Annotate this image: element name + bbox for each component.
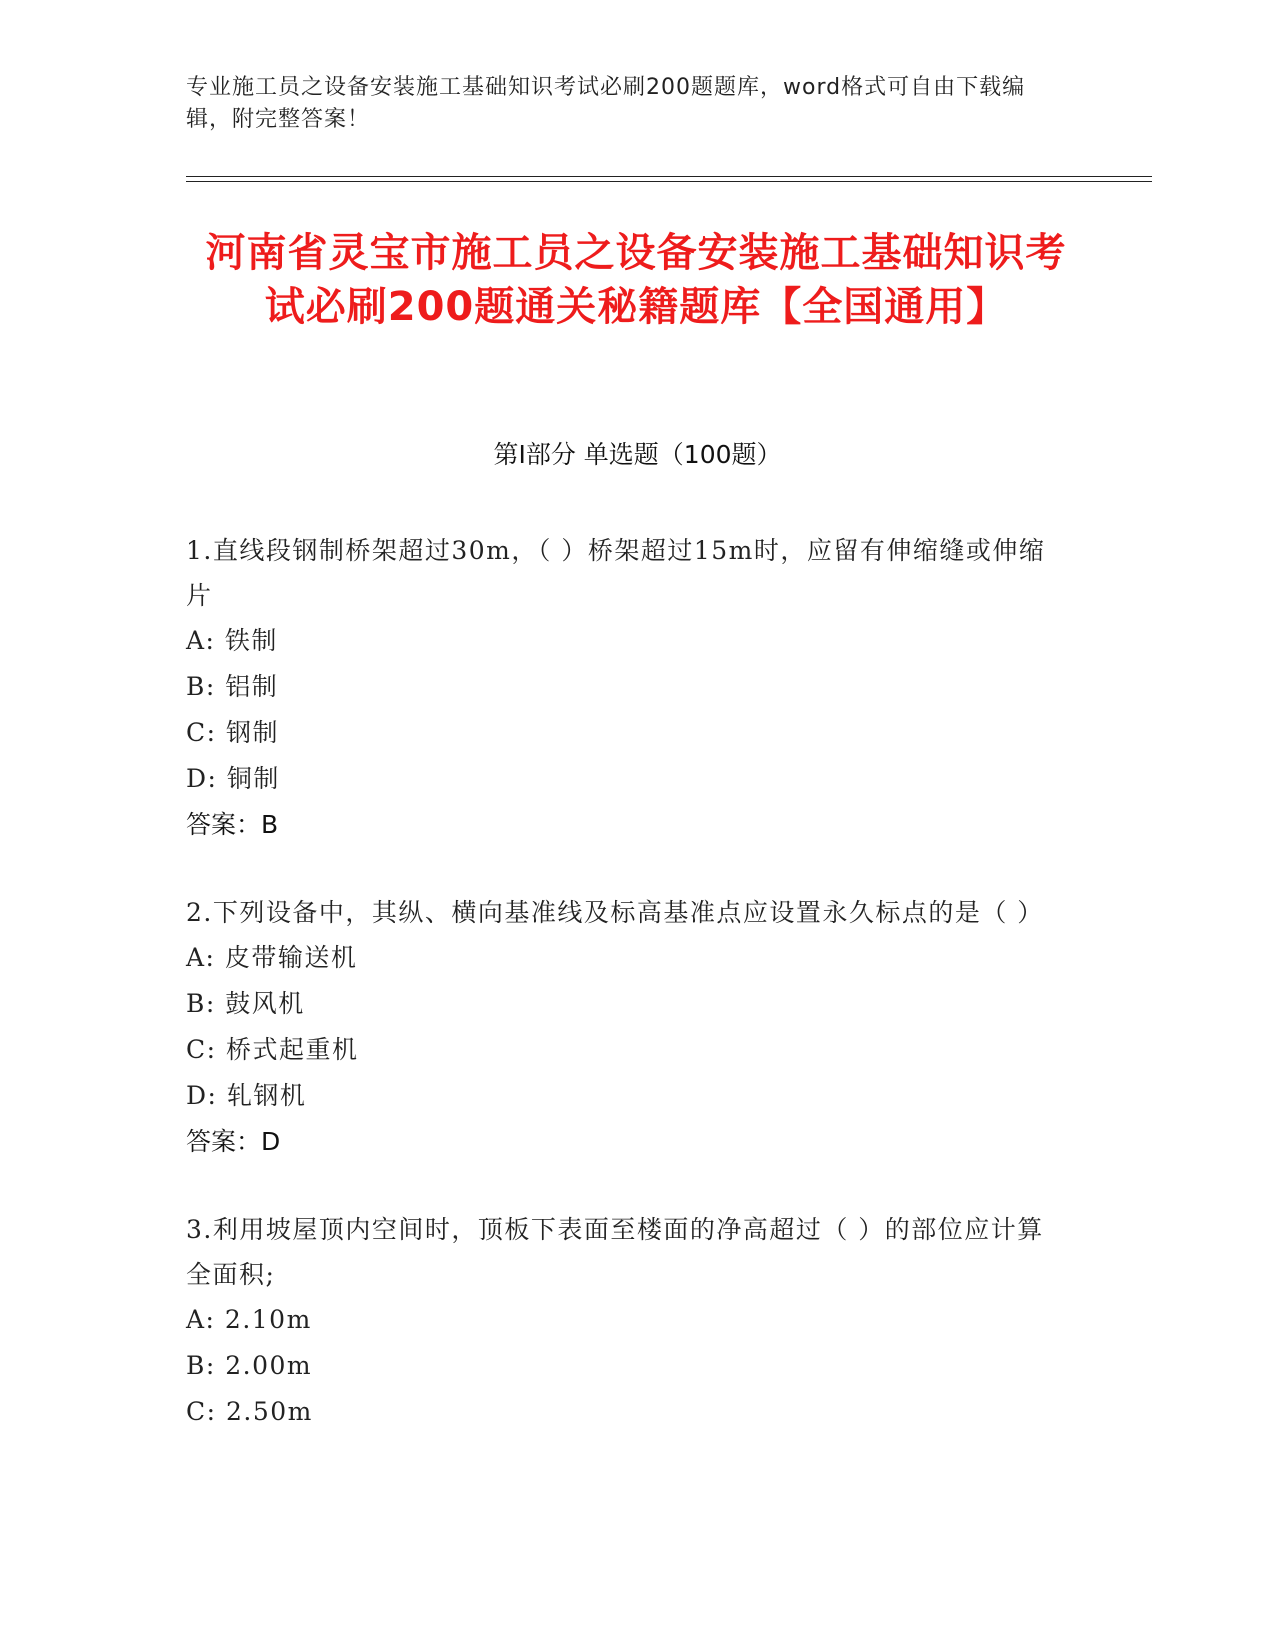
option-a: A: 皮带输送机 <box>186 943 358 972</box>
option-a: A: 铁制 <box>186 626 278 655</box>
question-stem: 3.利用坡屋顶内空间时，顶板下表面至楼面的净高超过（ ）的部位应计算全面积; <box>186 1215 1044 1289</box>
question-stem: 1.直线段钢制桥架超过30m，（ ）桥架超过15m时，应留有伸缩缝或伸缩片 <box>186 536 1046 610</box>
option-c: C: 2.50m <box>186 1397 313 1426</box>
document-title: 河南省灵宝市施工员之设备安装施工基础知识考试必刷200题通关秘籍题库【全国通用】 <box>205 230 1067 330</box>
question-list <box>186 528 1066 1477</box>
option-c: C: 钢制 <box>186 718 279 747</box>
option-d: D: 轧钢机 <box>186 1081 307 1110</box>
question-item <box>186 528 1066 848</box>
question-item <box>186 1207 1066 1435</box>
option-a: A: 2.10m <box>186 1305 312 1334</box>
answer-line: 答案：D <box>186 1127 281 1156</box>
question-stem: 2.下列设备中，其纵、横向基准线及标高基准点应设置永久标点的是（ ） <box>186 898 1044 927</box>
option-b: B: 2.00m <box>186 1351 313 1380</box>
option-b: B: 鼓风机 <box>186 989 305 1018</box>
answer-line: 答案：B <box>186 810 279 839</box>
question-item <box>186 890 1066 1165</box>
header-divider-top <box>186 176 1152 177</box>
option-d: D: 铜制 <box>186 764 280 793</box>
option-b: B: 铝制 <box>186 672 279 701</box>
option-c: C: 桥式起重机 <box>186 1035 359 1064</box>
header-divider-bottom <box>186 181 1152 182</box>
header-note: 专业施工员之设备安装施工基础知识考试必刷200题题库，word格式可自由下载编辑，附完整答案！ <box>186 75 1026 132</box>
section-heading: 第Ⅰ部分 单选题（100题） <box>493 440 782 469</box>
